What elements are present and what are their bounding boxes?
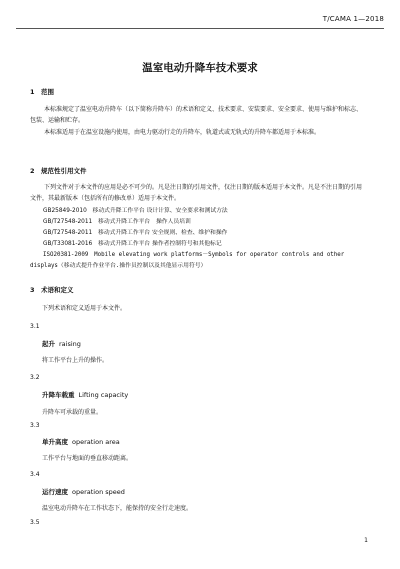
term-number: 3.3 (30, 422, 40, 429)
term-en: raising (59, 340, 81, 348)
reference-item: GB/T33081-2016 移动式升降工作平台 操作者控制符号和其他标记 (43, 241, 222, 247)
header-rule (16, 28, 384, 29)
term-definition: 工作平台与地面的垂直移动距离。 (42, 455, 133, 462)
section-3-intro: 下列术语和定义适用于本文件。 (42, 305, 127, 312)
reference-item: GB25849-2010 移动式升降工作平台 设计计算、安全要求和测试方法 (43, 208, 228, 214)
section-1-heading: 1 范围 (30, 88, 55, 96)
page-number: 1 (364, 537, 368, 544)
term-en: Lifting capacity (78, 391, 129, 399)
term-zh: 单升高度 (42, 438, 68, 446)
term-number: 3.4 (30, 471, 40, 478)
term-en: operation speed (72, 488, 125, 496)
term-number: 3.1 (30, 323, 40, 330)
section-1-para-1: 本标准规定了温室电动升降车（以下简称升降车）的术语和定义、技术要求、安装要求、安全要求、使用与维护和标志、包装、运输和贮存。 (30, 106, 363, 124)
term-title (42, 390, 128, 399)
term-definition: 升降车可承载的重量。 (42, 409, 103, 416)
term-title (42, 437, 120, 446)
reference-item: GB/T27548-2011 移动式升降工作平台 操作人员培训 (43, 219, 191, 225)
term-title (42, 339, 81, 348)
term-number: 3.5 (30, 519, 40, 526)
term-zh: 起升 (42, 340, 55, 348)
section-1-para-2: 本标准适用于在温室设施内使用，由电力驱动行走的升降车，轨道式或无轨式的升降车都适用于本标准。 (44, 129, 321, 136)
term-number: 3.2 (30, 374, 40, 381)
section-2-heading: 2 规范性引用文件 (30, 167, 87, 175)
document-title: 温室电动升降车技术要求 (142, 62, 258, 74)
term-en: operation area (72, 438, 120, 446)
reference-item: ISO20381-2009 Mobile elevating work platforms－Symbols for operator controls and other displays（移动式提升作业平台.操作员控制以及其他显示用符号） (30, 252, 345, 269)
reference-item: GB/T27548-2011 移动式升降工作平台 安全规则、检查、维护和操作 (43, 230, 228, 236)
term-definition: 温室电动升降车在工作状态下，能保持的安全行走速度。 (42, 505, 193, 512)
standard-number: T/CAMA 1—2018 (322, 15, 384, 23)
section-3-heading: 3 术语和定义 (30, 286, 74, 294)
section-2-para-1: 下列文件对于本文件的应用是必不可少的。凡是注日期的引用文件，仅注日期的版本适用于本文件。凡是不注日期的引用文件，其最新版本（包括所有的修改单）适用于本文件。 (30, 184, 363, 202)
term-zh: 运行速度 (42, 488, 68, 496)
term-zh: 升降车载重 (42, 391, 75, 399)
term-title (42, 487, 125, 496)
term-definition: 将工作平台上升的操作。 (42, 357, 109, 364)
